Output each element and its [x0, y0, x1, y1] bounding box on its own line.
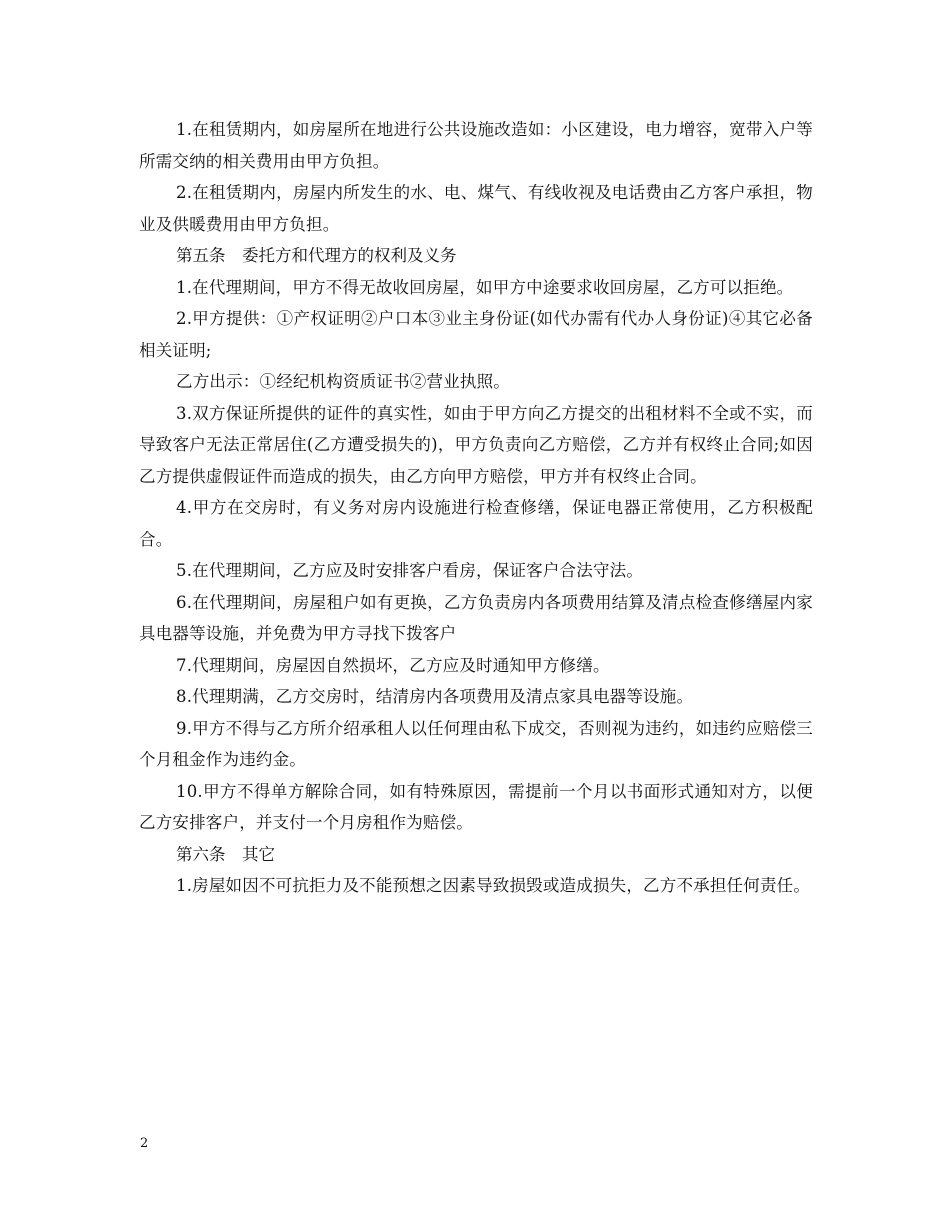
section-heading-article-6: 第六条 其它	[176, 844, 275, 864]
section-heading-article-5: 第五条 委托方和代理方的权利及义务	[176, 246, 457, 265]
clause-5-item-6: 6.在代理期间，房屋租户如有更换，乙方负责房内各项费用结算及清点检查修缮屋内家具电器等设施，并免费为甲方寻找下拨客户	[139, 592, 813, 643]
clause-5-item-5: 5.在代理期间，乙方应及时安排客户看房，保证客户合法守法。	[176, 561, 644, 580]
clause-5-item-3: 3.双方保证所提供的证件的真实性，如由于甲方向乙方提交的出租材料不全或不实，而导致客户无法正常居住(乙方遭受损失的)，甲方负责向乙方赔偿，乙方并有权终止合同;如因乙方提供虚假证件而造成的损失，由乙方向甲方赔偿，甲方并有权终止合同。	[139, 403, 813, 486]
clause-5-item-1: 1.在代理期间，甲方不得无故收回房屋，如甲方中途要求收回房屋，乙方可以拒绝。	[176, 277, 794, 297]
clause-5-item-2: 2.甲方提供：①产权证明②户口本③业主身份证(如代办需有代办人身份证)④其它必备相关证明;	[139, 309, 813, 360]
clause-5-item-7: 7.代理期间，房屋因自然损坏，乙方应及时通知甲方修缮。	[176, 655, 610, 675]
clause-6-item-1: 1.房屋如因不可抗拒力及不能预想之因素导致损毁或造成损失，乙方不承担任何责任。	[176, 876, 811, 895]
document-body	[139, 114, 813, 902]
clause-4-item-1: 1.在租赁期内，如房屋所在地进行公共设施改造如：小区建设，电力增容，宽带入户等所需交纳的相关费用由甲方负担。	[139, 120, 813, 171]
clause-5-item-2-party-b: 乙方出示：①经纪机构资质证书②营业执照。	[176, 372, 510, 391]
clause-5-item-10: 10.甲方不得单方解除合同，如有特殊原因，需提前一个月以书面形式通知对方，以便乙方安排客户，并支付一个月房租作为赔偿。	[139, 781, 813, 832]
clause-4-item-2: 2.在租赁期内，房屋内所发生的水、电、煤气、有线收视及电话费由乙方客户承担，物业及供暖费用由甲方负担。	[139, 183, 813, 234]
clause-5-item-8: 8.代理期满，乙方交房时，结清房内各项费用及清点家具电器等设施。	[176, 687, 694, 706]
clause-5-item-4: 4.甲方在交房时，有义务对房内设施进行检查修缮，保证电器正常使用，乙方积极配合。	[139, 498, 813, 549]
page-number: 2	[140, 1136, 149, 1151]
clause-5-item-9: 9.甲方不得与乙方所介绍承租人以任何理由私下成交，否则视为违约，如违约应赔偿三个月租金作为违约金。	[139, 718, 813, 769]
